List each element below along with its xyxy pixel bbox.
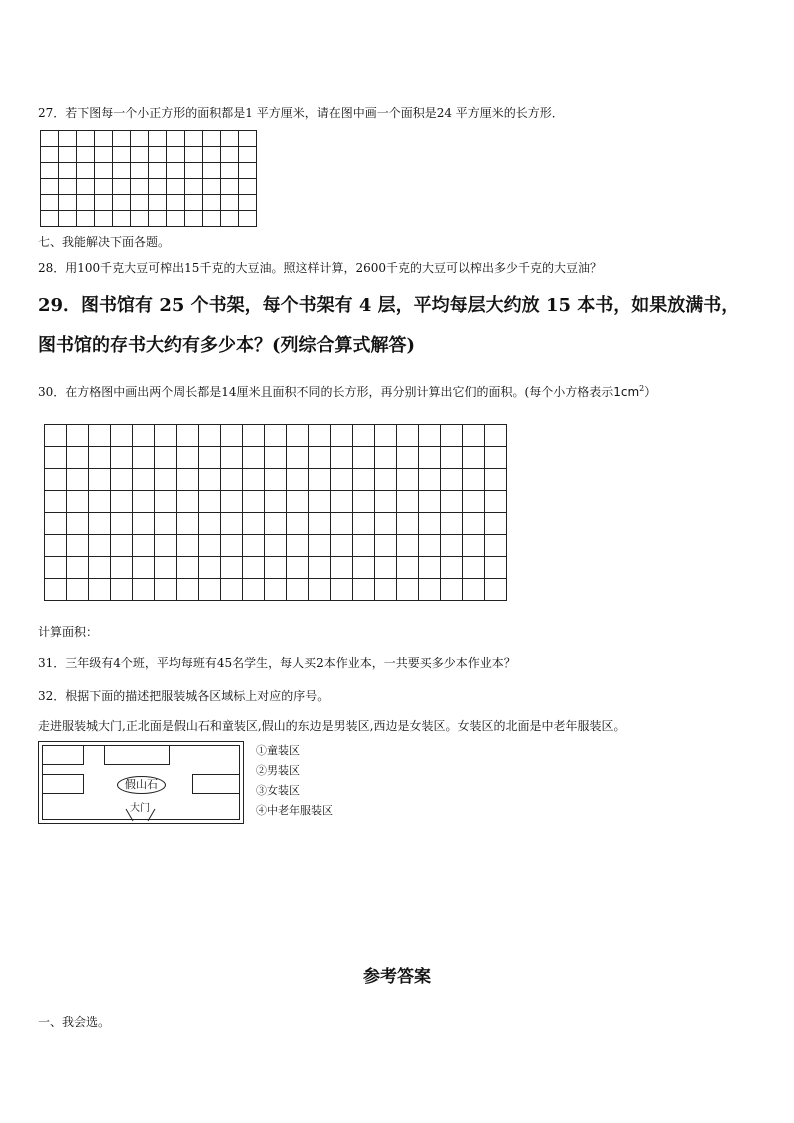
grid-cell[interactable] <box>45 557 67 579</box>
grid-cell[interactable] <box>113 163 131 179</box>
grid-cell[interactable] <box>133 513 155 535</box>
grid-cell[interactable] <box>95 195 113 211</box>
grid-cell[interactable] <box>149 131 167 147</box>
grid-cell[interactable] <box>221 179 239 195</box>
grid-cell[interactable] <box>185 195 203 211</box>
grid-cell[interactable] <box>221 579 243 601</box>
grid-row <box>45 425 507 447</box>
grid-cell[interactable] <box>185 211 203 227</box>
grid-cell[interactable] <box>239 163 257 179</box>
grid-cell[interactable] <box>239 131 257 147</box>
grid-cell[interactable] <box>419 535 441 557</box>
grid-cell[interactable] <box>265 579 287 601</box>
grid-cell[interactable] <box>375 579 397 601</box>
grid-cell[interactable] <box>177 535 199 557</box>
grid-cell[interactable] <box>375 447 397 469</box>
grid-row <box>41 195 257 211</box>
grid-cell[interactable] <box>375 469 397 491</box>
question-28: 28．用100千克大豆可榨出15千克的大豆油。照这样计算，2600千克的大豆可以榨出多少千克的大豆油？ <box>38 261 602 275</box>
grid-cell[interactable] <box>243 557 265 579</box>
grid-cell[interactable] <box>133 447 155 469</box>
grid-cell[interactable] <box>463 425 485 447</box>
grid-cell[interactable] <box>287 579 309 601</box>
grid-cell[interactable] <box>155 491 177 513</box>
grid-cell[interactable] <box>167 163 185 179</box>
grid-cell[interactable] <box>353 491 375 513</box>
grid-cell[interactable] <box>59 179 77 195</box>
grid-cell[interactable] <box>77 211 95 227</box>
calc-area-label: 计算面积： <box>38 625 99 639</box>
grid-cell[interactable] <box>485 469 507 491</box>
grid-cell[interactable] <box>265 447 287 469</box>
grid-row <box>45 557 507 579</box>
grid-cell[interactable] <box>59 147 77 163</box>
grid-cell[interactable] <box>221 131 239 147</box>
grid-cell[interactable] <box>155 447 177 469</box>
grid-cell[interactable] <box>239 195 257 211</box>
grid-cell[interactable] <box>113 195 131 211</box>
grid-cell[interactable] <box>67 557 89 579</box>
grid-cell[interactable] <box>221 447 243 469</box>
grid-cell[interactable] <box>185 147 203 163</box>
grid-cell[interactable] <box>331 579 353 601</box>
grid-row <box>45 491 507 513</box>
grid-cell[interactable] <box>243 535 265 557</box>
grid-cell[interactable] <box>131 195 149 211</box>
grid-cell[interactable] <box>111 447 133 469</box>
grid-cell[interactable] <box>203 195 221 211</box>
grid-cell[interactable] <box>287 447 309 469</box>
grid-cell[interactable] <box>265 469 287 491</box>
grid-cell[interactable] <box>177 425 199 447</box>
grid-cell[interactable] <box>203 179 221 195</box>
grid-cell[interactable] <box>485 513 507 535</box>
question-27: 27．若下图每一个小正方形的面积都是1 平方厘米，请在图中画一个面积是24 平方厘米的长方形． <box>38 106 564 120</box>
grid-cell[interactable] <box>397 579 419 601</box>
grid-cell[interactable] <box>113 131 131 147</box>
grid-cell[interactable] <box>149 147 167 163</box>
grid-cell[interactable] <box>133 469 155 491</box>
grid-cell[interactable] <box>95 163 113 179</box>
grid-cell[interactable] <box>131 163 149 179</box>
grid-cell[interactable] <box>199 557 221 579</box>
grid-cell[interactable] <box>185 179 203 195</box>
grid-cell[interactable] <box>485 425 507 447</box>
grid-cell[interactable] <box>239 179 257 195</box>
grid-cell[interactable] <box>45 535 67 557</box>
grid-cell[interactable] <box>185 131 203 147</box>
area-box-top-center[interactable] <box>104 745 170 765</box>
grid-cell[interactable] <box>265 557 287 579</box>
grid-cell[interactable] <box>287 469 309 491</box>
grid-cell[interactable] <box>397 557 419 579</box>
grid-cell[interactable] <box>287 535 309 557</box>
grid-cell[interactable] <box>375 557 397 579</box>
grid-row <box>45 535 507 557</box>
grid-cell[interactable] <box>95 179 113 195</box>
grid-cell[interactable] <box>419 557 441 579</box>
grid-cell[interactable] <box>221 557 243 579</box>
grid-cell[interactable] <box>485 491 507 513</box>
grid-cell[interactable] <box>95 131 113 147</box>
grid-cell[interactable] <box>397 469 419 491</box>
grid-cell[interactable] <box>397 535 419 557</box>
grid-cell[interactable] <box>441 425 463 447</box>
grid-cell[interactable] <box>309 491 331 513</box>
grid-cell[interactable] <box>155 557 177 579</box>
grid-row <box>45 513 507 535</box>
grid-cell[interactable] <box>199 469 221 491</box>
gate-label: 大门 <box>130 803 150 814</box>
grid-cell[interactable] <box>331 535 353 557</box>
grid-cell[interactable] <box>199 447 221 469</box>
grid-cell[interactable] <box>309 469 331 491</box>
grid-cell[interactable] <box>155 579 177 601</box>
grid-cell[interactable] <box>419 425 441 447</box>
grid-cell[interactable] <box>463 579 485 601</box>
grid-cell[interactable] <box>45 447 67 469</box>
grid-cell[interactable] <box>67 447 89 469</box>
grid-cell[interactable] <box>133 579 155 601</box>
grid-cell[interactable] <box>463 491 485 513</box>
area-box-top-left[interactable] <box>42 745 84 765</box>
question-29-line-1: 29．图书馆有 25 个书架，每个书架有 4 层，平均每层大约放 15 本书，如果放满书， <box>38 295 740 316</box>
legend-item-3: ③女装区 <box>256 784 300 797</box>
grid-cell[interactable] <box>331 447 353 469</box>
grid-cell[interactable] <box>89 469 111 491</box>
grid-cell[interactable] <box>441 513 463 535</box>
question-31: 31．三年级有4个班，平均每班有45名学生，每人买2本作业本，一共要买多少本作业本？ <box>38 656 516 670</box>
grid-cell[interactable] <box>243 469 265 491</box>
grid-cell[interactable] <box>199 513 221 535</box>
grid-cell[interactable] <box>265 425 287 447</box>
grid-cell[interactable] <box>67 513 89 535</box>
area-box-middle-right[interactable] <box>192 774 240 794</box>
grid-cell[interactable] <box>353 513 375 535</box>
grid-cell[interactable] <box>77 195 95 211</box>
grid-cell[interactable] <box>331 425 353 447</box>
grid-cell[interactable] <box>463 557 485 579</box>
grid-cell[interactable] <box>155 535 177 557</box>
grid-cell[interactable] <box>309 513 331 535</box>
grid-cell[interactable] <box>131 147 149 163</box>
grid-cell[interactable] <box>221 147 239 163</box>
section-7-heading: 七、我能解决下面各题。 <box>38 235 171 249</box>
grid-cell[interactable] <box>41 147 59 163</box>
grid-cell[interactable] <box>441 447 463 469</box>
grid-cell[interactable] <box>111 513 133 535</box>
grid-cell[interactable] <box>41 163 59 179</box>
grid-cell[interactable] <box>77 131 95 147</box>
grid-cell[interactable] <box>485 557 507 579</box>
grid-cell[interactable] <box>375 425 397 447</box>
grid-cell[interactable] <box>463 447 485 469</box>
grid-cell[interactable] <box>397 425 419 447</box>
grid-cell[interactable] <box>221 513 243 535</box>
grid-cell[interactable] <box>59 211 77 227</box>
grid-cell[interactable] <box>243 447 265 469</box>
grid-cell[interactable] <box>59 131 77 147</box>
grid-cell[interactable] <box>95 147 113 163</box>
grid-cell[interactable] <box>221 491 243 513</box>
grid-cell[interactable] <box>375 513 397 535</box>
grid-cell[interactable] <box>203 147 221 163</box>
grid-cell[interactable] <box>441 491 463 513</box>
grid-cell[interactable] <box>167 131 185 147</box>
grid-cell[interactable] <box>149 163 167 179</box>
grid-cell[interactable] <box>131 211 149 227</box>
grid-cell[interactable] <box>45 469 67 491</box>
grid-cell[interactable] <box>77 147 95 163</box>
grid-cell[interactable] <box>397 447 419 469</box>
grid-cell[interactable] <box>59 163 77 179</box>
grid-cell[interactable] <box>203 211 221 227</box>
grid-cell[interactable] <box>41 211 59 227</box>
grid-cell[interactable] <box>221 195 239 211</box>
grid-cell[interactable] <box>243 579 265 601</box>
grid-cell[interactable] <box>111 469 133 491</box>
rock-ellipse: 假山石 <box>117 776 166 794</box>
grid-cell[interactable] <box>397 513 419 535</box>
grid-cell[interactable] <box>199 579 221 601</box>
grid-cell[interactable] <box>331 513 353 535</box>
grid-cell[interactable] <box>463 513 485 535</box>
grid-cell[interactable] <box>77 163 95 179</box>
grid-cell[interactable] <box>353 535 375 557</box>
grid-cell[interactable] <box>89 557 111 579</box>
unit-cm: 1cm <box>613 385 640 399</box>
grid-cell[interactable] <box>111 579 133 601</box>
question-29-line-2: 图书馆的存书大约有多少本？(列综合算式解答) <box>38 335 416 356</box>
grid-cell[interactable] <box>331 469 353 491</box>
grid-cell[interactable] <box>287 491 309 513</box>
grid-cell[interactable] <box>45 425 67 447</box>
grid-cell[interactable] <box>419 447 441 469</box>
area-legend <box>256 741 333 821</box>
grid-cell[interactable] <box>131 131 149 147</box>
grid-cell[interactable] <box>41 179 59 195</box>
question-30-close: ） <box>644 385 657 399</box>
grid-cell[interactable] <box>221 163 239 179</box>
grid-cell[interactable] <box>353 469 375 491</box>
grid-cell[interactable] <box>265 513 287 535</box>
grid-cell[interactable] <box>59 195 77 211</box>
grid-cell[interactable] <box>243 425 265 447</box>
grid-cell[interactable] <box>353 579 375 601</box>
grid-cell[interactable] <box>89 425 111 447</box>
grid-cell[interactable] <box>133 535 155 557</box>
grid-cell[interactable] <box>463 469 485 491</box>
grid-30[interactable] <box>44 424 507 601</box>
grid-cell[interactable] <box>331 491 353 513</box>
grid-cell[interactable] <box>221 535 243 557</box>
grid-row <box>41 131 257 147</box>
grid-cell[interactable] <box>441 579 463 601</box>
grid-cell[interactable] <box>419 469 441 491</box>
grid-cell[interactable] <box>309 425 331 447</box>
grid-27[interactable] <box>40 130 257 227</box>
grid-cell[interactable] <box>45 513 67 535</box>
grid-cell[interactable] <box>331 557 353 579</box>
grid-cell[interactable] <box>113 211 131 227</box>
grid-cell[interactable] <box>149 211 167 227</box>
grid-cell[interactable] <box>177 557 199 579</box>
grid-cell[interactable] <box>221 425 243 447</box>
grid-cell[interactable] <box>309 557 331 579</box>
grid-cell[interactable] <box>419 579 441 601</box>
grid-cell[interactable] <box>199 425 221 447</box>
grid-cell[interactable] <box>131 179 149 195</box>
answer-title: 参考答案 <box>363 967 431 987</box>
grid-cell[interactable] <box>177 579 199 601</box>
grid-cell[interactable] <box>111 491 133 513</box>
grid-cell[interactable] <box>67 425 89 447</box>
grid-cell[interactable] <box>353 557 375 579</box>
grid-row <box>41 163 257 179</box>
area-box-middle-left[interactable] <box>42 774 84 794</box>
grid-cell[interactable] <box>309 447 331 469</box>
clothing-city-description: 走进服装城大门,正北面是假山石和童装区,假山的东边是男装区,西边是女装区。女装区的北面是中老年服装区。 <box>38 719 626 733</box>
legend-item-4: ④中老年服装区 <box>256 804 333 817</box>
question-32: 32．根据下面的描述把服装城各区域标上对应的序号。 <box>38 689 330 703</box>
grid-cell[interactable] <box>155 425 177 447</box>
gate-icon <box>124 807 158 822</box>
grid-cell[interactable] <box>309 579 331 601</box>
grid-cell[interactable] <box>89 535 111 557</box>
grid-cell[interactable] <box>375 535 397 557</box>
grid-cell[interactable] <box>397 491 419 513</box>
grid-cell[interactable] <box>243 513 265 535</box>
grid-cell[interactable] <box>375 491 397 513</box>
grid-cell[interactable] <box>221 211 239 227</box>
grid-cell[interactable] <box>67 535 89 557</box>
grid-cell[interactable] <box>89 513 111 535</box>
grid-cell[interactable] <box>45 491 67 513</box>
grid-cell[interactable] <box>155 513 177 535</box>
unit-superscript: 2 <box>639 384 645 393</box>
grid-cell[interactable] <box>199 535 221 557</box>
grid-cell[interactable] <box>41 131 59 147</box>
grid-cell[interactable] <box>243 491 265 513</box>
grid-cell[interactable] <box>287 513 309 535</box>
grid-cell[interactable] <box>177 469 199 491</box>
grid-cell[interactable] <box>111 557 133 579</box>
grid-cell[interactable] <box>463 535 485 557</box>
grid-cell[interactable] <box>167 211 185 227</box>
grid-cell[interactable] <box>265 491 287 513</box>
grid-cell[interactable] <box>485 535 507 557</box>
grid-cell[interactable] <box>67 579 89 601</box>
grid-cell[interactable] <box>419 513 441 535</box>
grid-cell[interactable] <box>441 557 463 579</box>
grid-cell[interactable] <box>133 557 155 579</box>
grid-row <box>45 579 507 601</box>
grid-cell[interactable] <box>111 425 133 447</box>
grid-cell[interactable] <box>203 131 221 147</box>
grid-cell[interactable] <box>203 163 221 179</box>
grid-cell[interactable] <box>239 147 257 163</box>
grid-cell[interactable] <box>177 513 199 535</box>
grid-cell[interactable] <box>113 147 131 163</box>
grid-cell[interactable] <box>353 425 375 447</box>
grid-cell[interactable] <box>485 579 507 601</box>
grid-cell[interactable] <box>41 195 59 211</box>
grid-cell[interactable] <box>89 579 111 601</box>
grid-cell[interactable] <box>67 469 89 491</box>
answer-section-1: 一、我会选。 <box>38 1015 111 1029</box>
grid-cell[interactable] <box>309 535 331 557</box>
grid-cell[interactable] <box>177 447 199 469</box>
grid-cell[interactable] <box>287 557 309 579</box>
grid-cell[interactable] <box>133 425 155 447</box>
grid-cell[interactable] <box>95 211 113 227</box>
grid-cell[interactable] <box>265 535 287 557</box>
grid-cell[interactable] <box>113 179 131 195</box>
grid-row <box>45 447 507 469</box>
grid-cell[interactable] <box>67 491 89 513</box>
grid-cell[interactable] <box>89 491 111 513</box>
grid-cell[interactable] <box>287 425 309 447</box>
legend-item-1: ①童装区 <box>256 744 300 757</box>
grid-cell[interactable] <box>155 469 177 491</box>
grid-cell[interactable] <box>177 491 199 513</box>
grid-cell[interactable] <box>167 179 185 195</box>
grid-cell[interactable] <box>485 447 507 469</box>
grid-cell[interactable] <box>149 195 167 211</box>
clothing-city-map <box>38 741 244 824</box>
grid-cell[interactable] <box>167 147 185 163</box>
grid-cell[interactable] <box>149 179 167 195</box>
legend-item-2: ②男装区 <box>256 764 300 777</box>
grid-cell[interactable] <box>185 163 203 179</box>
grid-cell[interactable] <box>353 447 375 469</box>
grid-cell[interactable] <box>167 195 185 211</box>
question-30-text: 30．在方格图中画出两个周长都是14厘米且面积不同的长方形，再分别计算出它们的面积。(每个小方格表示 <box>38 385 614 399</box>
grid-cell[interactable] <box>77 179 95 195</box>
grid-cell[interactable] <box>221 469 243 491</box>
grid-cell[interactable] <box>419 491 441 513</box>
grid-row <box>45 469 507 491</box>
grid-cell[interactable] <box>199 491 221 513</box>
grid-cell[interactable] <box>441 535 463 557</box>
question-30 <box>38 381 656 400</box>
grid-row <box>41 179 257 195</box>
grid-row <box>41 147 257 163</box>
grid-cell[interactable] <box>89 447 111 469</box>
grid-cell[interactable] <box>45 579 67 601</box>
grid-cell[interactable] <box>441 469 463 491</box>
grid-row <box>41 211 257 227</box>
grid-cell[interactable] <box>111 535 133 557</box>
grid-cell[interactable] <box>133 491 155 513</box>
grid-cell[interactable] <box>239 211 257 227</box>
